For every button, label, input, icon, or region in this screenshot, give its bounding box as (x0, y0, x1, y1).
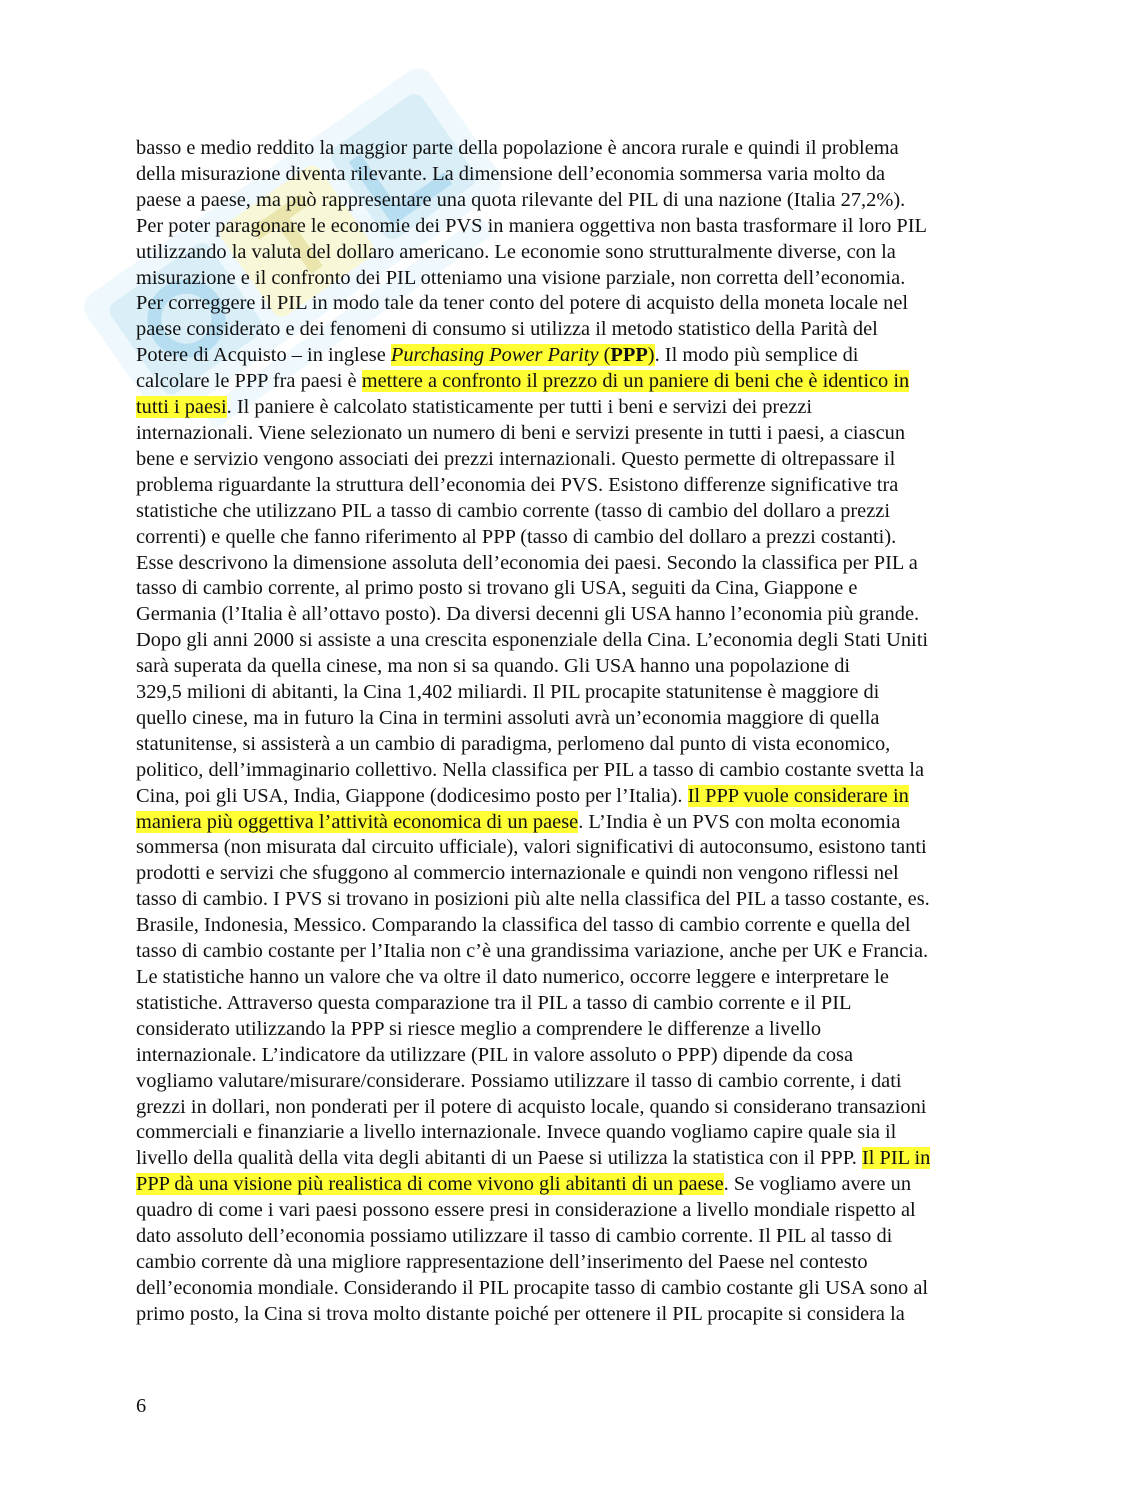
text-run: paese considerato e dei fenomeni di consumo si utilizza il metodo statistico della Parità del (136, 318, 878, 341)
text-line (136, 525, 1016, 551)
text-run: vogliamo valutare/misurare/considerare. Possiamo utilizzare il tasso di cambio corrente, i dati (136, 1069, 902, 1092)
text-run: quadro di come i vari paesi possono essere presi in considerazione a livello mondiale rispetto al (136, 1199, 916, 1222)
text-line (136, 784, 1016, 810)
text-run: bene e servizio vengono associati dei prezzi internazionali. Questo permette di oltrepassare il (136, 447, 896, 470)
text-run: problema riguardante la struttura dell’economia dei PVS. Esistono differenze significative tra (136, 473, 899, 496)
text-run: internazionale. L’indicatore da utilizzare (PIL in valore assoluto o PPP) dipende da cosa (136, 1043, 854, 1066)
text-run: prodotti e servizi che sfuggono al commercio internazionale e quindi non vengono riflessi nel (136, 862, 899, 885)
text-run: dato assoluto dell’economia possiamo utilizzare il tasso di cambio corrente. Il PIL al tasso di (136, 1225, 893, 1248)
text-run: Esse descrivono la dimensione assoluta dell’economia dei paesi. Secondo la classifica per PIL a (136, 551, 918, 574)
text-line (136, 1302, 1016, 1328)
text-run: misurazione e il confronto dei PIL otteniamo una visione parziale, non corretta dell’economia. (136, 266, 906, 289)
text-run: correnti) e quelle che fanno riferimento al PPP (tasso di cambio del dollaro a prezzi costanti). (136, 525, 897, 548)
text-line (136, 1017, 1016, 1043)
page-number: 6 (136, 1395, 147, 1417)
text-line (136, 1198, 1016, 1224)
text-run: utilizzando la valuta del dollaro americano. Le economie sono strutturalmente diverse, con la (136, 240, 896, 263)
text-line (136, 188, 1016, 214)
text-line (136, 421, 1016, 447)
text-run: . L’India è un PVS con molta economia (578, 810, 901, 833)
text-line (136, 1250, 1016, 1276)
highlighted-text: ( (598, 344, 611, 367)
text-line (136, 654, 1016, 680)
text-line (136, 162, 1016, 188)
text-line (136, 810, 1016, 836)
text-run: Dopo gli anni 2000 si assiste a una crescita esponenziale della Cina. L’economia degli Stati Uniti (136, 629, 929, 652)
text-line (136, 1224, 1016, 1250)
text-run: statistiche. Attraverso questa comparazione tra il PIL a tasso di cambio corrente e il PIL (136, 991, 852, 1014)
text-run: tasso di cambio. I PVS si trovano in posizioni più alte nella classifica del PIL a tasso costante, es. (136, 888, 930, 911)
text-line (136, 499, 1016, 525)
text-run: 329,5 milioni di abitanti, la Cina 1,402 miliardi. Il PIL procapite statunitense è maggiore di (136, 681, 880, 704)
highlighted-text: Purchasing Power Parity (390, 344, 599, 367)
text-run: statistiche che utilizzano PIL a tasso di cambio corrente (tasso di cambio del dollaro a prezzi (136, 499, 890, 522)
text-line (136, 395, 1016, 421)
text-line (136, 1172, 1016, 1198)
highlighted-text: tutti i paesi (136, 396, 227, 419)
body-text (136, 136, 1016, 1328)
text-run: . Il modo più semplice di (654, 344, 859, 367)
text-run: primo posto, la Cina si trova molto distante poiché per ottenere il PIL procapite si considera la (136, 1302, 905, 1325)
text-run: statunitense, si assisterà a un cambio di paradigma, perlomeno dal punto di vista economico, (136, 732, 891, 755)
text-run: tasso di cambio costante per l’Italia non c’è una grandissima variazione, anche per UK e Francia. (136, 940, 929, 963)
highlighted-text: PPP (610, 344, 648, 367)
text-line (136, 939, 1016, 965)
text-line (136, 576, 1016, 602)
text-run: commerciali e finanziarie a livello internazionale. Invece quando vogliamo capire quale sia il (136, 1121, 897, 1144)
text-run: . Se vogliamo avere un (723, 1173, 912, 1196)
text-line (136, 991, 1016, 1017)
text-line (136, 343, 1016, 369)
text-line (136, 1276, 1016, 1302)
text-line (136, 1069, 1016, 1095)
text-line (136, 1120, 1016, 1146)
text-line (136, 136, 1016, 162)
text-line (136, 473, 1016, 499)
text-run: cambio corrente dà una migliore rappresentazione dell’inserimento del Paese nel contesto (136, 1250, 868, 1273)
text-run: internazionali. Viene selezionato un numero di beni e servizi presente in tutti i paesi, a ciascun (136, 421, 906, 444)
text-line (136, 551, 1016, 577)
text-run: Per correggere il PIL in modo tale da tener conto del potere di acquisto della moneta locale nel (136, 292, 909, 315)
text-run: Cina, poi gli USA, India, Giappone (dodicesimo posto per l’Italia). (136, 784, 688, 807)
highlighted-text: maniera più oggettiva l’attività economica di un paese (136, 810, 579, 833)
text-run: tasso di cambio corrente, al primo posto si trovano gli USA, seguiti da Cina, Giappone e (136, 577, 858, 600)
text-run: paese a paese, ma può rappresentare una quota rilevante del PIL di una nazione (Italia 27,2%). (136, 188, 906, 211)
highlighted-text: Il PPP vuole considerare in (687, 784, 909, 807)
text-run: calcolare le PPP fra paesi è (136, 370, 362, 393)
text-line (136, 1043, 1016, 1069)
text-line (136, 214, 1016, 240)
text-line (136, 913, 1016, 939)
highlighted-text: mettere a confronto il prezzo di un paniere di beni che è identico in (361, 370, 910, 393)
highlighted-text: ) (647, 344, 655, 367)
text-run: basso e medio reddito la maggior parte della popolazione è ancora rurale e quindi il problema (136, 137, 899, 159)
text-line (136, 240, 1016, 266)
text-run: sommersa (non misurata dal circuito ufficiale), valori significativi di autoconsumo, esistono tanti (136, 836, 927, 859)
text-run: Germania (l’Italia è all’ottavo posto). Da diversi decenni gli USA hanno l’economia più grande. (136, 603, 920, 626)
text-run: sarà superata da quella cinese, ma non si sa quando. Gli USA hanno una popolazione di (136, 655, 851, 678)
text-line (136, 1095, 1016, 1121)
text-line (136, 861, 1016, 887)
text-line (136, 758, 1016, 784)
text-line (136, 965, 1016, 991)
text-line (136, 1146, 1016, 1172)
text-run: Per poter paragonare le economie dei PVS in maniera oggettiva non basta trasformare il loro PIL (136, 214, 928, 237)
text-run: grezzi in dollari, non ponderati per il potere di acquisto locale, quando si considerano transazioni (136, 1095, 927, 1118)
text-line (136, 266, 1016, 292)
text-line (136, 447, 1016, 473)
highlighted-text: PPP dà una visione più realistica di come vivono gli abitanti di un paese (136, 1173, 724, 1196)
text-run: della misurazione diventa rilevante. La dimensione dell’economia sommersa varia molto da (136, 162, 886, 185)
text-run: Brasile, Indonesia, Messico. Comparando la classifica del tasso di cambio corrente e quella del (136, 914, 911, 937)
text-run: considerato utilizzando la PPP si riesce meglio a comprendere le differenze a livello (136, 1017, 822, 1040)
text-line (136, 680, 1016, 706)
text-line (136, 732, 1016, 758)
text-run: Le statistiche hanno un valore che va oltre il dato numerico, occorre leggere e interpretare le (136, 966, 889, 988)
text-line (136, 835, 1016, 861)
text-run: politico, dell’immaginario collettivo. Nella classifica per PIL a tasso di cambio costante svetta la (136, 758, 925, 781)
text-line (136, 317, 1016, 343)
text-run: . Il paniere è calcolato statisticamente per tutti i beni e servizi dei prezzi (226, 396, 813, 419)
text-line (136, 291, 1016, 317)
text-run: Potere di Acquisto – in inglese (136, 344, 391, 367)
text-line (136, 887, 1016, 913)
text-line (136, 628, 1016, 654)
text-line (136, 369, 1016, 395)
highlighted-text: Il PIL in (861, 1147, 931, 1170)
text-line (136, 706, 1016, 732)
text-run: livello della qualità della vita degli abitanti di un Paese si utilizza la statistica con il PPP. (136, 1147, 862, 1170)
text-run: quello cinese, ma in futuro la Cina in termini assoluti avrà un’economia maggiore di quella (136, 706, 880, 729)
text-line (136, 602, 1016, 628)
text-run: dell’economia mondiale. Considerando il PIL procapite tasso di cambio costante gli USA sono al (136, 1276, 929, 1299)
